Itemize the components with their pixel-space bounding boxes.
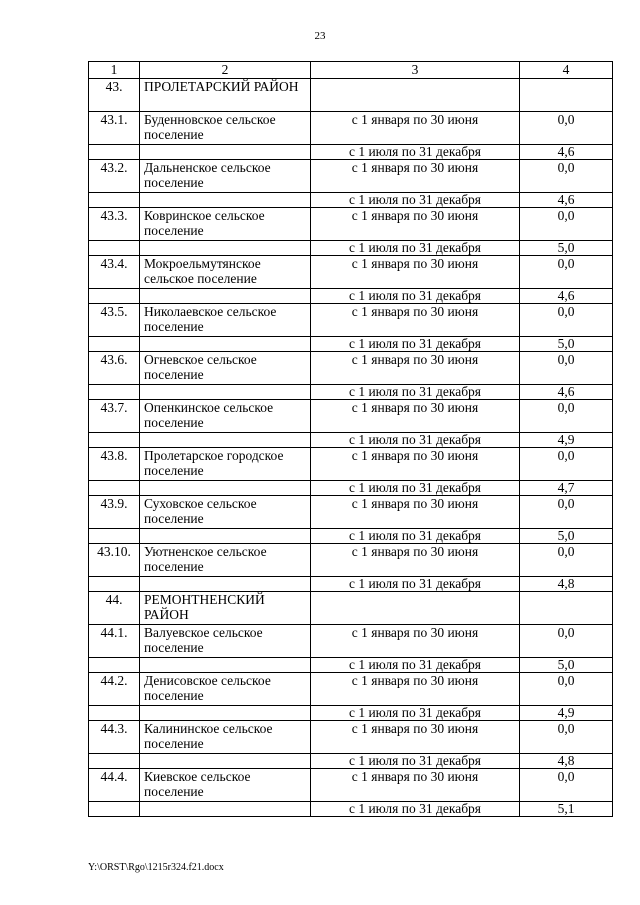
period-second-half: с 1 июля по 31 декабря bbox=[311, 337, 520, 352]
period-second-half: с 1 июля по 31 декабря bbox=[311, 481, 520, 496]
settlement-row bbox=[89, 112, 613, 145]
settlement-row bbox=[89, 400, 613, 433]
period-first-half: с 1 января по 30 июня bbox=[311, 496, 520, 529]
value-second-half: 4,6 bbox=[520, 193, 613, 208]
value-second-half: 4,8 bbox=[520, 754, 613, 769]
header-cell-4: 4 bbox=[520, 62, 613, 79]
row-number: 43.2. bbox=[89, 160, 140, 193]
value-first-half: 0,0 bbox=[520, 160, 613, 193]
value-first-half: 0,0 bbox=[520, 112, 613, 145]
row-number: 44.3. bbox=[89, 721, 140, 754]
empty-cell bbox=[140, 529, 311, 544]
row-number: 43.4. bbox=[89, 256, 140, 289]
period-first-half: с 1 января по 30 июня bbox=[311, 448, 520, 481]
value-second-half: 5,0 bbox=[520, 529, 613, 544]
empty-cell bbox=[140, 481, 311, 496]
period-second-half: с 1 июля по 31 декабря bbox=[311, 433, 520, 448]
settlement-row bbox=[89, 625, 613, 658]
period-first-half bbox=[311, 79, 520, 112]
settlement-name: Киевское сельское поселение bbox=[140, 769, 311, 802]
table-body bbox=[89, 62, 613, 817]
row-number: 43.7. bbox=[89, 400, 140, 433]
district-name: ПРОЛЕТАРСКИЙ РАЙОН bbox=[140, 79, 311, 112]
settlement-name: Пролетарское городское поселение bbox=[140, 448, 311, 481]
file-path-footer: Y:\ORST\Rgo\1215r324.f21.docx bbox=[88, 862, 224, 873]
empty-cell bbox=[89, 337, 140, 352]
settlement-name: Буденновское сельское поселение bbox=[140, 112, 311, 145]
empty-cell bbox=[140, 193, 311, 208]
empty-cell bbox=[89, 577, 140, 592]
row-number: 44.2. bbox=[89, 673, 140, 706]
settlement-name: Опенкинское сельское поселение bbox=[140, 400, 311, 433]
settlement-second-half-row bbox=[89, 433, 613, 448]
settlement-second-half-row bbox=[89, 337, 613, 352]
value-first-half: 0,0 bbox=[520, 544, 613, 577]
settlement-name: Калининское сельское поселение bbox=[140, 721, 311, 754]
row-number: 43.8. bbox=[89, 448, 140, 481]
period-first-half: с 1 января по 30 июня bbox=[311, 400, 520, 433]
period-first-half: с 1 января по 30 июня bbox=[311, 625, 520, 658]
period-first-half: с 1 января по 30 июня bbox=[311, 352, 520, 385]
settlement-second-half-row bbox=[89, 577, 613, 592]
settlement-name: Уютненское сельское поселение bbox=[140, 544, 311, 577]
settlement-row bbox=[89, 208, 613, 241]
settlement-second-half-row bbox=[89, 802, 613, 817]
empty-cell bbox=[140, 577, 311, 592]
settlement-row bbox=[89, 496, 613, 529]
value-first-half: 0,0 bbox=[520, 400, 613, 433]
row-number: 43.3. bbox=[89, 208, 140, 241]
header-row bbox=[89, 62, 613, 79]
period-second-half: с 1 июля по 31 декабря bbox=[311, 577, 520, 592]
settlement-second-half-row bbox=[89, 481, 613, 496]
empty-cell bbox=[89, 385, 140, 400]
period-first-half: с 1 января по 30 июня bbox=[311, 256, 520, 289]
settlement-row bbox=[89, 256, 613, 289]
settlement-name: Мокроельмутянское сельское поселение bbox=[140, 256, 311, 289]
period-second-half: с 1 июля по 31 декабря bbox=[311, 529, 520, 544]
period-first-half: с 1 января по 30 июня bbox=[311, 769, 520, 802]
settlement-second-half-row bbox=[89, 754, 613, 769]
value-second-half: 4,9 bbox=[520, 433, 613, 448]
period-second-half: с 1 июля по 31 декабря bbox=[311, 241, 520, 256]
value-first-half: 0,0 bbox=[520, 304, 613, 337]
settlement-name: Дальненское сельское поселение bbox=[140, 160, 311, 193]
empty-cell bbox=[89, 658, 140, 673]
settlement-second-half-row bbox=[89, 529, 613, 544]
settlement-row bbox=[89, 544, 613, 577]
empty-cell bbox=[89, 241, 140, 256]
settlement-second-half-row bbox=[89, 289, 613, 304]
district-name: РЕМОНТНЕНСКИЙ РАЙОН bbox=[140, 592, 311, 625]
value-first-half: 0,0 bbox=[520, 256, 613, 289]
row-number: 43.5. bbox=[89, 304, 140, 337]
period-second-half: с 1 июля по 31 декабря bbox=[311, 385, 520, 400]
period-second-half: с 1 июля по 31 декабря bbox=[311, 289, 520, 304]
value-second-half: 4,9 bbox=[520, 706, 613, 721]
period-first-half: с 1 января по 30 июня bbox=[311, 721, 520, 754]
value-second-half: 5,0 bbox=[520, 241, 613, 256]
empty-cell bbox=[89, 529, 140, 544]
period-second-half: с 1 июля по 31 декабря bbox=[311, 193, 520, 208]
empty-cell bbox=[89, 802, 140, 817]
period-first-half: с 1 января по 30 июня bbox=[311, 673, 520, 706]
period-first-half: с 1 января по 30 июня bbox=[311, 112, 520, 145]
value-first-half: 0,0 bbox=[520, 625, 613, 658]
row-number: 44.1. bbox=[89, 625, 140, 658]
row-number: 43.1. bbox=[89, 112, 140, 145]
settlement-row bbox=[89, 769, 613, 802]
empty-cell bbox=[140, 658, 311, 673]
row-number: 44. bbox=[89, 592, 140, 625]
settlement-second-half-row bbox=[89, 145, 613, 160]
row-number: 43.9. bbox=[89, 496, 140, 529]
value-first-half: 0,0 bbox=[520, 496, 613, 529]
settlement-row bbox=[89, 721, 613, 754]
empty-cell bbox=[140, 337, 311, 352]
settlement-row bbox=[89, 304, 613, 337]
period-second-half: с 1 июля по 31 декабря bbox=[311, 658, 520, 673]
value-first-half: 0,0 bbox=[520, 673, 613, 706]
settlement-row bbox=[89, 673, 613, 706]
empty-cell bbox=[140, 145, 311, 160]
empty-cell bbox=[140, 385, 311, 400]
settlement-second-half-row bbox=[89, 193, 613, 208]
empty-cell bbox=[140, 433, 311, 448]
settlement-second-half-row bbox=[89, 706, 613, 721]
period-second-half: с 1 июля по 31 декабря bbox=[311, 802, 520, 817]
settlement-name: Валуевское сельское поселение bbox=[140, 625, 311, 658]
value-second-half: 4,7 bbox=[520, 481, 613, 496]
header-cell-3: 3 bbox=[311, 62, 520, 79]
value-first-half: 0,0 bbox=[520, 352, 613, 385]
empty-cell bbox=[89, 289, 140, 304]
header-cell-2: 2 bbox=[140, 62, 311, 79]
period-first-half: с 1 января по 30 июня bbox=[311, 544, 520, 577]
empty-cell bbox=[140, 754, 311, 769]
empty-cell bbox=[89, 706, 140, 721]
header-cell-1: 1 bbox=[89, 62, 140, 79]
value-second-half: 4,6 bbox=[520, 289, 613, 304]
value-second-half: 5,0 bbox=[520, 337, 613, 352]
empty-cell bbox=[89, 754, 140, 769]
value-second-half: 4,8 bbox=[520, 577, 613, 592]
settlement-second-half-row bbox=[89, 241, 613, 256]
empty-cell bbox=[89, 433, 140, 448]
period-first-half: с 1 января по 30 июня bbox=[311, 160, 520, 193]
empty-cell bbox=[89, 145, 140, 160]
settlement-row bbox=[89, 160, 613, 193]
empty-cell bbox=[140, 706, 311, 721]
settlement-name: Николаевское сельское поселение bbox=[140, 304, 311, 337]
period-second-half: с 1 июля по 31 декабря bbox=[311, 754, 520, 769]
row-number: 43. bbox=[89, 79, 140, 112]
tariff-table bbox=[88, 61, 613, 817]
period-second-half: с 1 июля по 31 декабря bbox=[311, 706, 520, 721]
settlement-second-half-row bbox=[89, 385, 613, 400]
settlement-name: Ковринское сельское поселение bbox=[140, 208, 311, 241]
period-first-half bbox=[311, 592, 520, 625]
district-row bbox=[89, 79, 613, 112]
empty-cell bbox=[140, 802, 311, 817]
value-second-half: 5,1 bbox=[520, 802, 613, 817]
settlement-name: Денисовское сельское поселение bbox=[140, 673, 311, 706]
district-row bbox=[89, 592, 613, 625]
value-second-half: 5,0 bbox=[520, 658, 613, 673]
value-second-half: 4,6 bbox=[520, 385, 613, 400]
empty-cell bbox=[140, 241, 311, 256]
period-first-half: с 1 января по 30 июня bbox=[311, 208, 520, 241]
row-number: 44.4. bbox=[89, 769, 140, 802]
value-second-half: 4,6 bbox=[520, 145, 613, 160]
value-first-half: 0,0 bbox=[520, 721, 613, 754]
period-first-half: с 1 января по 30 июня bbox=[311, 304, 520, 337]
value-first-half bbox=[520, 79, 613, 112]
value-first-half bbox=[520, 592, 613, 625]
settlement-second-half-row bbox=[89, 658, 613, 673]
empty-cell bbox=[89, 481, 140, 496]
settlement-name: Огневское сельское поселение bbox=[140, 352, 311, 385]
value-first-half: 0,0 bbox=[520, 769, 613, 802]
row-number: 43.6. bbox=[89, 352, 140, 385]
value-first-half: 0,0 bbox=[520, 208, 613, 241]
settlement-row bbox=[89, 352, 613, 385]
row-number: 43.10. bbox=[89, 544, 140, 577]
settlement-name: Суховское сельское поселение bbox=[140, 496, 311, 529]
empty-cell bbox=[140, 289, 311, 304]
settlement-row bbox=[89, 448, 613, 481]
value-first-half: 0,0 bbox=[520, 448, 613, 481]
page-number: 23 bbox=[314, 30, 326, 42]
empty-cell bbox=[89, 193, 140, 208]
period-second-half: с 1 июля по 31 декабря bbox=[311, 145, 520, 160]
